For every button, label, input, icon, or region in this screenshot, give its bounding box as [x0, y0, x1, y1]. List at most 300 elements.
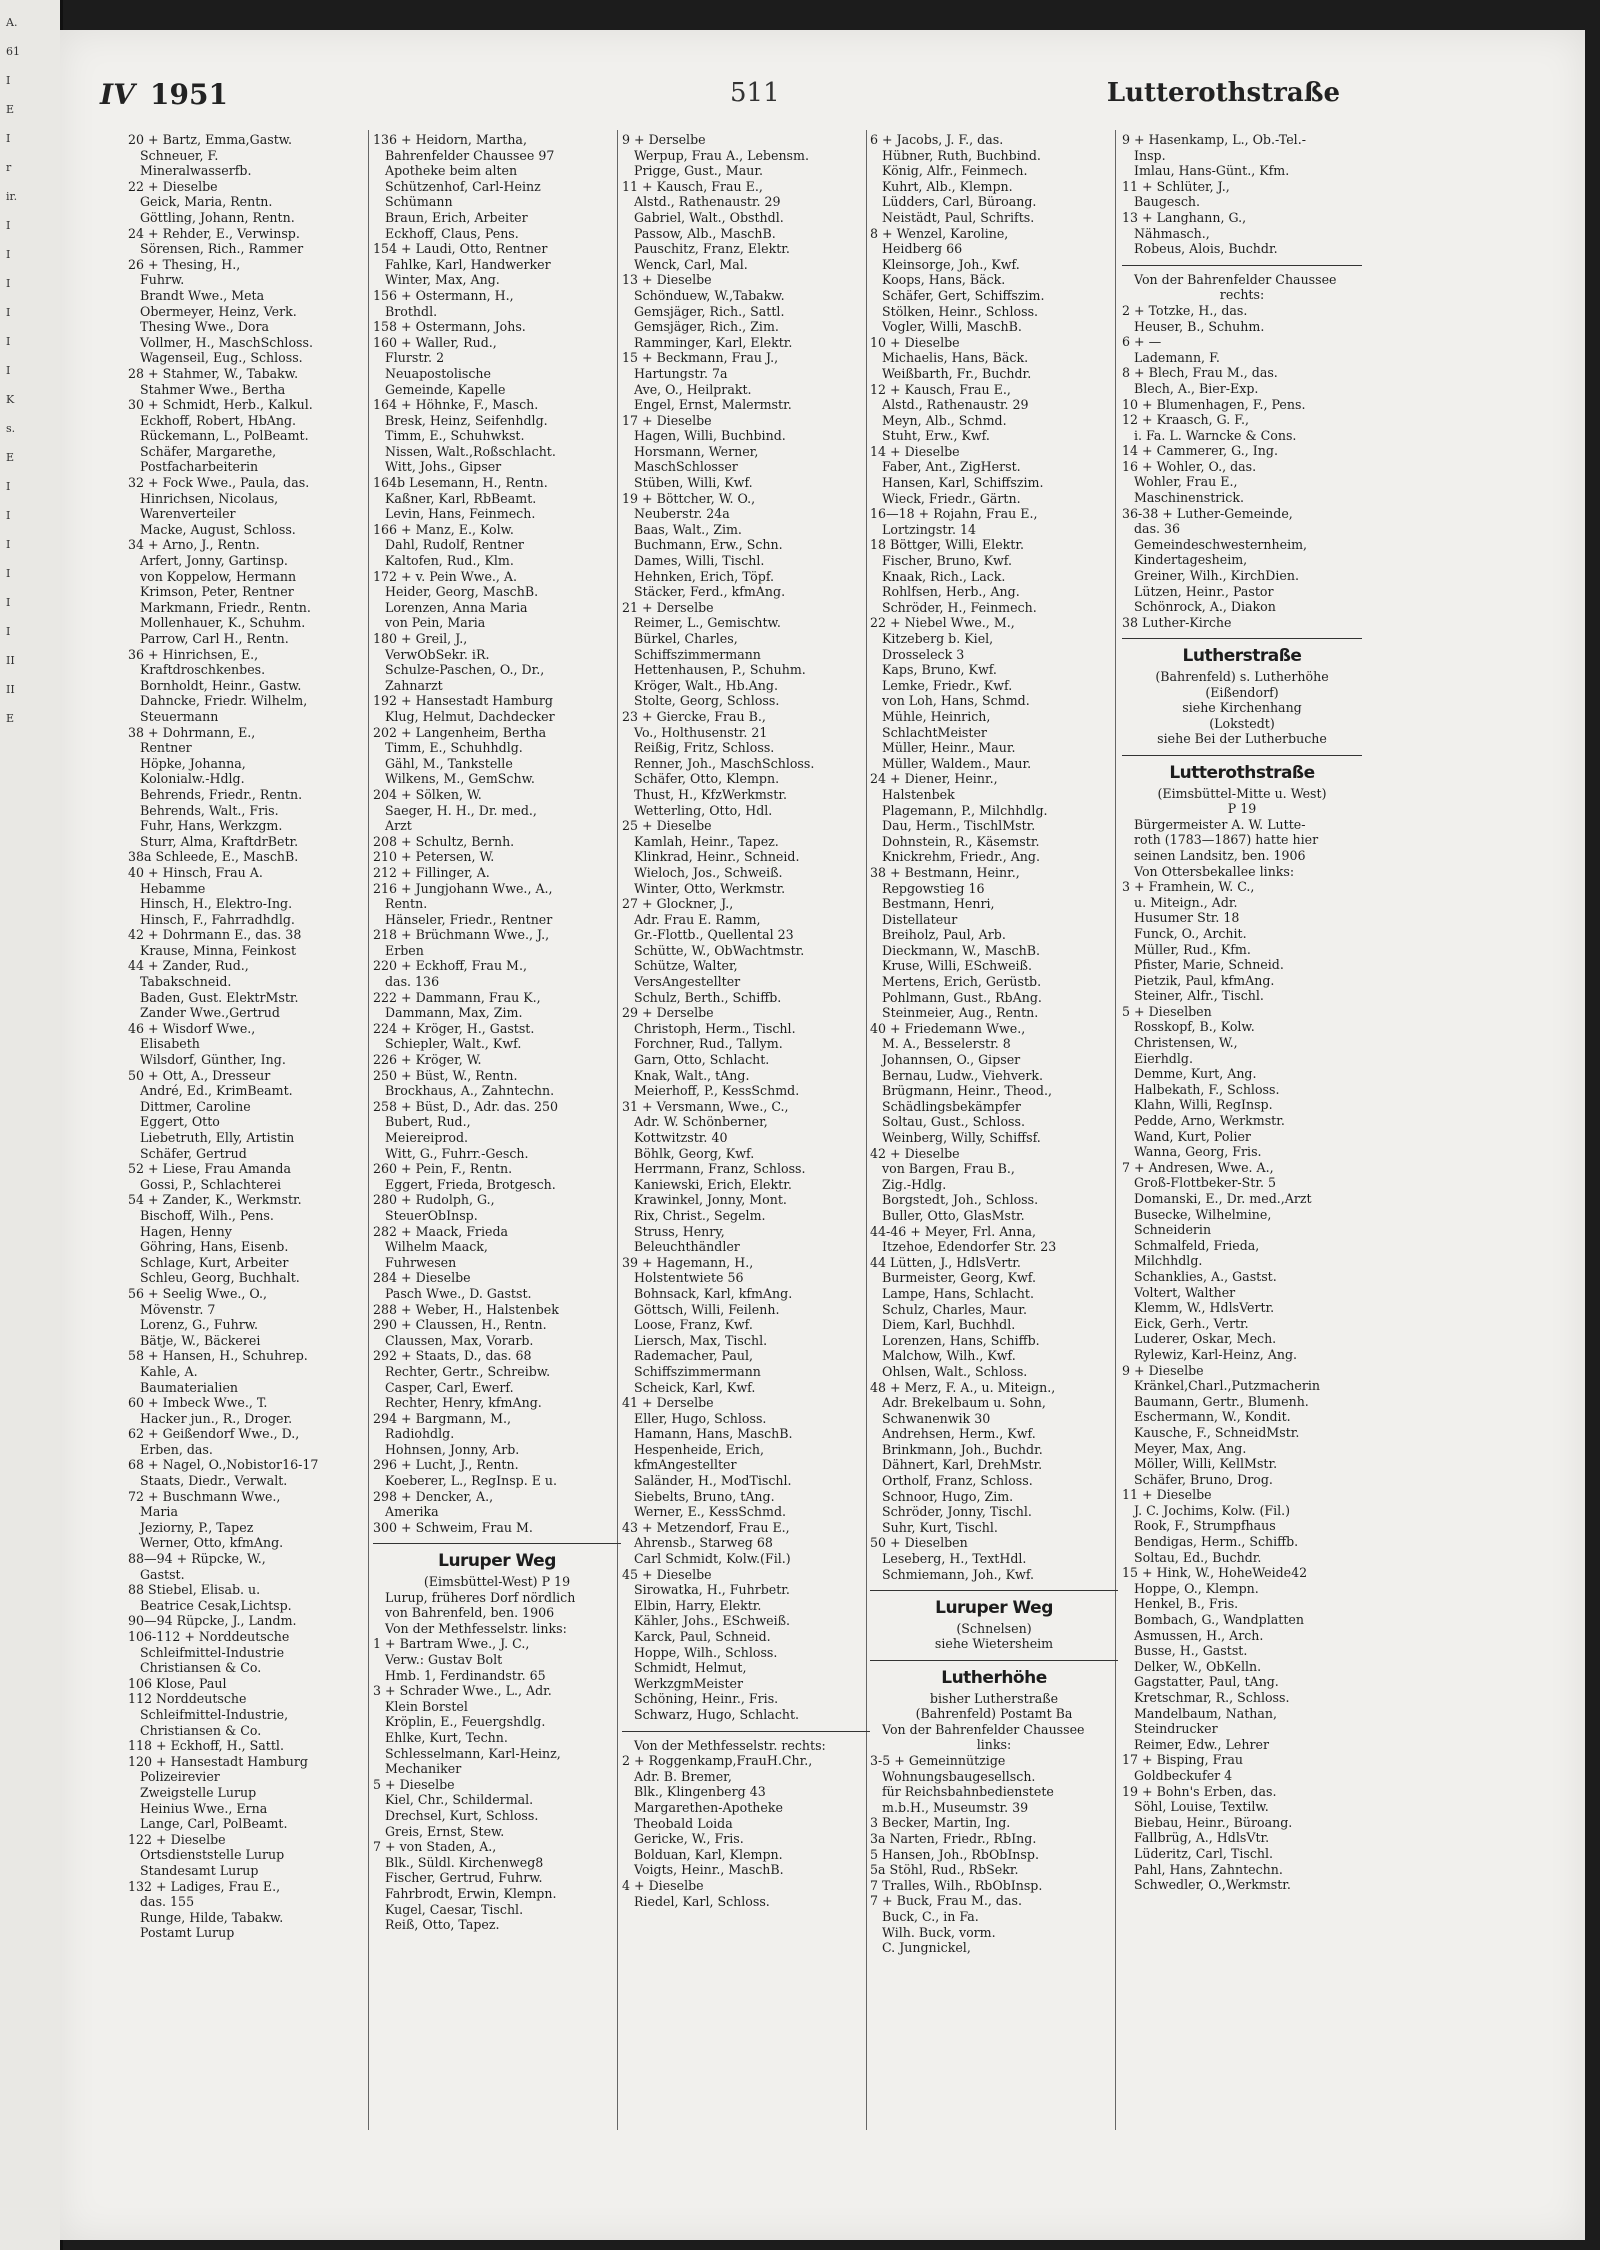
resident-entry: Klahn, Willi, RegInsp. — [1134, 1097, 1273, 1113]
resident-entry: Kottwitzstr. 40 — [634, 1130, 728, 1145]
resident-entry: Meiereiprod. — [385, 1130, 469, 1145]
street-section-note: siehe Kirchenhang — [1182, 700, 1302, 716]
resident-entry: Brothdl. — [385, 303, 438, 319]
house-entry: 32 + Fock Wwe., Paula, das. — [128, 475, 310, 491]
resident-entry: Rechter, Gertr., Schreibw. — [385, 1363, 551, 1379]
resident-entry: Erben — [385, 942, 424, 958]
resident-entry: Schanklies, A., Gastst. — [1134, 1268, 1277, 1284]
house-entry: 16 + Wohler, O., das. — [1122, 458, 1257, 474]
resident-entry: Kugel, Caesar, Tischl. — [385, 1901, 524, 1917]
house-entry: 17 + Bisping, Frau — [1122, 1752, 1243, 1768]
resident-entry: Hacker jun., R., Droger. — [140, 1410, 293, 1426]
house-entry: 88—94 + Rüpcke, W., — [128, 1551, 266, 1567]
page-number: 511 — [730, 78, 780, 108]
house-entry: 218 + Brüchmann Wwe., J., — [373, 927, 550, 943]
resident-entry: Diem, Karl, Buchhdl. — [882, 1317, 1016, 1333]
house-entry: 11 + Dieselbe — [1122, 1487, 1212, 1503]
resident-entry: Gemeinde, Kapelle — [385, 381, 506, 397]
resident-entry: Pietzik, Paul, kfmAng. — [1134, 972, 1275, 988]
resident-entry: Baas, Walt., Zim. — [634, 521, 742, 537]
house-entry: 3 + Framhein, W. C., — [1122, 879, 1255, 895]
resident-entry: Bernau, Ludw., Viehverk. — [882, 1067, 1043, 1083]
resident-entry: Witt, Johs., Gipser — [385, 459, 502, 475]
street-section-note: bisher Lutherstraße — [929, 1690, 1059, 1706]
margin-fragment: 61 — [6, 45, 20, 58]
resident-entry: Warenverteiler — [140, 506, 236, 522]
house-entry: 50 + Ott, A., Dresseur — [128, 1067, 271, 1083]
resident-entry: Schulze-Paschen, O., Dr., — [385, 662, 545, 678]
resident-entry: Schnoor, Hugo, Zim. — [882, 1488, 1014, 1504]
column-2 — [373, 132, 621, 1933]
resident-entry: Schmidt, Helmut, — [634, 1660, 747, 1676]
resident-entry: Krimson, Peter, Rentner — [140, 584, 294, 600]
resident-entry: Schleifmittel-Industrie, — [140, 1706, 289, 1722]
resident-entry: Polizeirevier — [140, 1769, 220, 1785]
street-section-note: (Bahrenfeld) Postamt Ba — [915, 1706, 1073, 1722]
resident-entry: Brügmann, Heinr., Theod., — [882, 1083, 1052, 1099]
house-entry: 222 + Dammann, Frau K., — [373, 989, 541, 1005]
resident-entry: Standesamt Lurup — [140, 1862, 259, 1878]
resident-entry: Kitzeberg b. Kiel, — [882, 631, 994, 646]
resident-entry: Schäfer, Gertrud — [140, 1145, 247, 1161]
house-entry: 15 + Beckmann, Frau J., — [622, 350, 779, 366]
margin-fragment: ir. — [6, 190, 18, 203]
house-entry: 39 + Hagemann, H., — [622, 1254, 754, 1270]
resident-entry: Drosseleck 3 — [882, 646, 965, 662]
resident-entry: Groß-Flottbeker-Str. 5 — [1134, 1175, 1277, 1191]
house-entry: 290 + Claussen, H., Rentn. — [373, 1317, 547, 1333]
resident-entry: Rentner — [140, 740, 192, 756]
resident-entry: Asmussen, H., Arch. — [1134, 1627, 1264, 1643]
house-entry: 22 + Dieselbe — [128, 178, 218, 194]
house-entry: 22 + Niebel Wwe., M., — [870, 615, 1015, 631]
resident-entry: Rook, F., Strumpfhaus — [1134, 1518, 1276, 1534]
resident-entry: i. Fa. L. Warncke & Cons. — [1134, 427, 1297, 443]
resident-entry: Kindertagesheim, — [1134, 552, 1248, 568]
column-4 — [870, 132, 1118, 1956]
house-entry: 46 + Wisdorf Wwe., — [128, 1020, 256, 1036]
resident-entry: Schulz, Charles, Maur. — [882, 1301, 1027, 1317]
resident-entry: Renner, Joh., MaschSchloss. — [634, 755, 815, 771]
resident-entry: Christensen, W., — [1134, 1035, 1238, 1051]
house-entry: 36 + Hinrichsen, E., — [128, 646, 259, 662]
resident-entry: Wagenseil, Eug., Schloss. — [140, 350, 303, 366]
resident-entry: Lützen, Heinr., Pastor — [1134, 583, 1274, 599]
resident-entry: Amerika — [385, 1504, 439, 1520]
resident-entry: Nähmasch., — [1134, 225, 1210, 241]
house-entry: 48 + Merz, F. A., u. Miteign., — [870, 1379, 1056, 1395]
resident-entry: Schlage, Kurt, Arbeiter — [140, 1254, 289, 1270]
margin-fragment: I — [6, 625, 11, 638]
resident-entry: Göhring, Hans, Eisenb. — [140, 1239, 289, 1255]
resident-entry: Wieck, Friedr., Gärtn. — [882, 490, 1021, 506]
resident-entry: Christiansen & Co. — [140, 1660, 262, 1676]
resident-entry: Hänseler, Friedr., Rentner — [385, 911, 553, 927]
resident-entry: Forchner, Rud., Tallym. — [634, 1036, 783, 1052]
resident-entry: Eckhoff, Claus, Pens. — [385, 225, 519, 241]
resident-entry: Distellateur — [882, 911, 958, 927]
house-entry: 40 + Hinsch, Frau A. — [128, 864, 263, 880]
resident-entry: Timm, E., Schuhwkst. — [385, 428, 525, 444]
resident-entry: Eierhdlg. — [1134, 1050, 1193, 1066]
resident-entry: Zweigstelle Lurup — [140, 1784, 257, 1800]
street-heading: Lutterothstraße — [1106, 78, 1340, 108]
resident-entry: Husumer Str. 18 — [1134, 910, 1240, 926]
house-entry: 166 + Manz, E., Kolw. — [373, 521, 514, 537]
resident-entry: Beatrice Cesak,Lichtsp. — [140, 1597, 292, 1613]
resident-entry: Baden, Gust. ElektrMstr. — [140, 989, 299, 1005]
resident-entry: Schönrock, A., Diakon — [1134, 599, 1276, 615]
house-entry: 5 + Dieselbe — [373, 1776, 455, 1792]
resident-entry: Buller, Otto, GlasMstr. — [882, 1207, 1025, 1223]
resident-entry: Meyn, Alb., Schmd. — [882, 412, 1007, 428]
resident-entry: Heuser, B., Schuhm. — [1134, 318, 1265, 334]
section-rule — [622, 1731, 870, 1732]
resident-entry: Nissen, Walt.,Roßschlacht. — [385, 443, 556, 459]
resident-entry: Flurstr. 2 — [385, 350, 445, 366]
house-entry: 5a Stöhl, Rud., RbSekr. — [870, 1862, 1019, 1878]
house-entry: 15 + Hink, W., HoheWeide42 — [1122, 1565, 1308, 1581]
house-entry: 31 + Versmann, Wwe., C., — [622, 1098, 789, 1114]
margin-fragment: E — [6, 451, 15, 464]
resident-entry: Lademann, F. — [1134, 349, 1220, 365]
resident-entry: Klinkrad, Heinr., Schneid. — [634, 849, 800, 865]
house-entry: 296 + Lucht, J., Rentn. — [373, 1457, 519, 1473]
resident-entry: Casper, Carl, Ewerf. — [385, 1379, 514, 1395]
house-entry: 38 + Dohrmann, E., — [128, 724, 256, 740]
resident-entry: Fuhr, Hans, Werkzgm. — [140, 818, 283, 834]
house-entry: 12 + Kausch, Frau E., — [870, 381, 1011, 397]
resident-entry: Bolduan, Karl, Klempn. — [634, 1846, 783, 1862]
house-entry: 30 + Schmidt, Herb., Kalkul. — [128, 397, 313, 413]
resident-entry: Pasch Wwe., D. Gastst. — [385, 1285, 532, 1301]
house-entry: 88 Stiebel, Elisab. u. — [128, 1582, 261, 1598]
resident-entry: Müller, Heinr., Maur. — [882, 740, 1016, 756]
house-entry: 6 + — — [1122, 334, 1162, 350]
resident-entry: Stäcker, Ferd., kfmAng. — [634, 584, 786, 600]
house-entry: 2 + Totzke, H., das. — [1122, 302, 1248, 318]
resident-entry: Schleifmittel-Industrie — [140, 1644, 285, 1660]
resident-entry: Dieckmann, W., MaschB. — [882, 942, 1040, 958]
resident-entry: Reißig, Fritz, Schloss. — [634, 740, 775, 756]
resident-entry: Mollenhauer, K., Schuhm. — [140, 615, 306, 631]
resident-entry: Eick, Gerh., Vertr. — [1134, 1315, 1249, 1331]
resident-entry: Markmann, Friedr., Rentn. — [140, 599, 311, 615]
margin-fragment: I — [6, 596, 11, 609]
resident-entry: Wanna, Georg, Fris. — [1134, 1144, 1262, 1160]
resident-entry: Gabriel, Walt., Obsthdl. — [634, 209, 784, 225]
resident-entry: Saeger, H. H., Dr. med., — [385, 802, 537, 818]
house-entry: 156 + Ostermann, H., — [373, 287, 514, 303]
resident-entry: SteuerObInsp. — [385, 1207, 478, 1223]
resident-entry: Blk., Süldl. Kirchenweg8 — [385, 1854, 544, 1870]
resident-entry: Adr. Frau E. Ramm, — [634, 911, 761, 927]
resident-entry: Schiepler, Walt., Kwf. — [385, 1036, 522, 1052]
margin-fragment: E — [6, 103, 15, 116]
resident-entry: Klemm, W., HdlsVertr. — [1134, 1300, 1275, 1316]
resident-entry: Heider, Georg, MaschB. — [385, 584, 539, 600]
resident-entry: Brockhaus, A., Zahntechn. — [385, 1083, 555, 1099]
resident-entry: Bohnsack, Karl, kfmAng. — [634, 1285, 793, 1301]
house-entry: 258 + Büst, D., Adr. das. 250 — [373, 1098, 559, 1114]
house-entry: 112 Norddeutsche — [128, 1691, 247, 1707]
resident-entry: Brandt Wwe., Meta — [140, 287, 265, 303]
street-section-note: rechts: — [1219, 287, 1265, 303]
resident-entry: Kleinsorge, Joh., Kwf. — [882, 256, 1020, 272]
house-entry: 62 + Geißendorf Wwe., D., — [128, 1426, 300, 1442]
resident-entry: Dau, Herm., TischlMstr. — [882, 818, 1036, 834]
resident-entry: Hebamme — [140, 880, 206, 896]
resident-entry: Werner, E., KessSchmd. — [634, 1504, 787, 1520]
margin-fragment: I — [6, 567, 11, 580]
resident-entry: Jeziorny, P., Tapez — [140, 1519, 254, 1535]
house-entry: 16—18 + Rojahn, Frau E., — [870, 506, 1038, 522]
house-entry: 3 + Schrader Wwe., L., Adr. — [373, 1683, 552, 1699]
house-entry: 14 + Dieselbe — [870, 443, 960, 459]
resident-entry: WerkzgmMeister — [634, 1675, 744, 1691]
house-entry: 43 + Metzendorf, Frau E., — [622, 1519, 790, 1535]
house-entry: 26 + Thesing, H., — [128, 256, 241, 272]
margin-fragment: A. — [6, 16, 18, 29]
resident-entry: Eggert, Frieda, Brotgesch. — [385, 1176, 556, 1192]
resident-entry: Braun, Erich, Arbeiter — [385, 209, 528, 225]
resident-entry: Gastst. — [140, 1566, 185, 1582]
house-entry: 280 + Rudolph, G., — [373, 1192, 495, 1208]
resident-entry: Ahrensb., Starweg 68 — [634, 1535, 773, 1551]
resident-entry: Witt, G., Fuhrr.-Gesch. — [385, 1145, 529, 1161]
margin-fragment: I — [6, 74, 11, 87]
resident-entry: Mandelbaum, Nathan, — [1134, 1705, 1278, 1721]
resident-entry: Pohlmann, Gust., RbAng. — [882, 989, 1042, 1005]
house-entry: 132 + Ladiges, Frau E., — [128, 1878, 281, 1894]
resident-entry: Fahrbrodt, Erwin, Klempn. — [385, 1885, 557, 1901]
house-entry: 120 + Hansestadt Hamburg — [128, 1753, 308, 1769]
resident-entry: Ave, O., Heilprakt. — [634, 381, 752, 397]
resident-entry: Maschinenstrick. — [1134, 490, 1244, 506]
resident-entry: J. C. Jochims, Kolw. (Fil.) — [1134, 1502, 1291, 1518]
resident-entry: Wilhelm Maack, — [385, 1239, 488, 1255]
margin-fragment: I — [6, 480, 11, 493]
house-entry: 45 + Dieselbe — [622, 1566, 712, 1582]
resident-entry: Johannsen, O., Gipser — [882, 1052, 1021, 1068]
house-entry: 14 + Cammerer, G., Ing. — [1122, 443, 1278, 459]
resident-entry: das. 136 — [385, 974, 440, 990]
resident-entry: Fallbrüg, A., HdlsVtr. — [1134, 1830, 1270, 1846]
resident-entry: Margarethen-Apotheke — [634, 1799, 783, 1815]
house-entry: 13 + Dieselbe — [622, 272, 712, 288]
resident-entry: Werner, Otto, kfmAng. — [140, 1535, 284, 1551]
resident-entry: Carl Schmidt, Kolw.(Fil.) — [634, 1551, 791, 1567]
house-entry: 7 + Andresen, Wwe. A., — [1122, 1159, 1274, 1175]
resident-entry: Tabakschneid. — [140, 974, 232, 990]
resident-entry: Lorenzen, Anna Maria — [385, 599, 528, 615]
resident-entry: Steinmeier, Aug., Rentn. — [882, 1005, 1039, 1021]
resident-entry: Soltau, Ed., Buchdr. — [1134, 1549, 1262, 1565]
resident-entry: Hettenhausen, P., Schuhm. — [634, 662, 806, 678]
resident-entry: Schiffszimmermann — [634, 646, 761, 662]
resident-entry: Biebau, Heinr., Büroang. — [1134, 1814, 1293, 1830]
resident-entry: Postamt Lurup — [140, 1925, 235, 1941]
resident-entry: Alstd., Rathenaustr. 29 — [634, 194, 781, 210]
house-entry: 7 + von Staden, A., — [373, 1839, 497, 1855]
house-entry: 29 + Derselbe — [622, 1005, 714, 1021]
resident-entry: Schneuer, F. — [140, 147, 219, 163]
resident-entry: Von der Methfesselstr. links: — [385, 1620, 567, 1636]
street-section-heading: Lutterothstraße — [1169, 762, 1315, 783]
street-section-note: (Eißendorf) — [1205, 684, 1279, 700]
resident-entry: Suhr, Kurt, Tischl. — [882, 1519, 998, 1535]
margin-fragment: I — [6, 306, 11, 319]
resident-entry: Gr.-Flottb., Quellental 23 — [634, 927, 794, 943]
house-entry: 20 + Bartz, Emma,Gastw. — [128, 132, 293, 147]
resident-entry: Itzehoe, Edendorfer Str. 23 — [882, 1239, 1057, 1255]
resident-entry: C. Jungnickel, — [882, 1940, 971, 1956]
resident-entry: Michaelis, Hans, Bäck. — [882, 350, 1029, 366]
resident-entry: das. 155 — [140, 1894, 195, 1910]
resident-entry: Knickrehm, Friedr., Ang. — [882, 849, 1040, 865]
street-section-note: (Lokstedt) — [1209, 715, 1275, 731]
resident-entry: Hansen, Karl, Schiffszim. — [882, 475, 1044, 491]
resident-entry: Wand, Kurt, Polier — [1134, 1128, 1251, 1144]
resident-entry: Engel, Ernst, Malermstr. — [634, 397, 792, 413]
house-entry: 9 + Dieselbe — [1122, 1362, 1204, 1378]
resident-entry: Scheick, Karl, Kwf. — [634, 1379, 756, 1395]
resident-entry: Repgowstieg 16 — [882, 880, 985, 896]
resident-entry: Geick, Maria, Rentn. — [140, 194, 273, 210]
resident-entry: Sörensen, Rich., Rammer — [140, 241, 304, 257]
resident-entry: Voigts, Heinr., MaschB. — [634, 1862, 784, 1878]
resident-entry: Schütte, W., ObWachtmstr. — [634, 942, 805, 958]
resident-entry: Von Ottersbekallee links: — [1134, 863, 1295, 879]
resident-entry: Neistädt, Paul, Schrifts. — [882, 209, 1035, 225]
house-entry: 300 + Schweim, Frau M. — [373, 1519, 533, 1535]
resident-entry: Neuapostolische — [385, 365, 491, 381]
margin-fragment: II — [6, 654, 15, 667]
house-entry: 118 + Eckhoff, H., Sattl. — [128, 1738, 284, 1754]
resident-entry: Rademacher, Paul, — [634, 1348, 754, 1364]
resident-entry: Lortzingstr. 14 — [882, 521, 977, 537]
house-entry: 122 + Dieselbe — [128, 1831, 226, 1847]
resident-entry: Lurup, früheres Dorf nördlich — [385, 1589, 576, 1605]
resident-entry: von Bahrenfeld, ben. 1906 — [385, 1605, 555, 1621]
resident-entry: Gagstatter, Paul, tAng. — [1134, 1674, 1279, 1690]
house-entry: 292 + Staats, D., das. 68 — [373, 1348, 532, 1364]
resident-entry: Lorenzen, Hans, Schiffb. — [882, 1332, 1040, 1348]
house-entry: 38 Luther-Kirche — [1122, 614, 1232, 630]
house-entry: 34 + Arno, J., Rentn. — [128, 537, 260, 553]
house-entry: 44-46 + Meyer, Frl. Anna, — [870, 1223, 1037, 1239]
resident-entry: Kähler, Johs., ESchweiß. — [634, 1613, 791, 1629]
resident-entry: Leseberg, H., TextHdl. — [882, 1551, 1027, 1567]
resident-entry: Rentn. — [385, 896, 428, 912]
house-entry: 204 + Sölken, W. — [373, 786, 482, 802]
resident-entry: Wohnungsbaugesellsch. — [882, 1768, 1036, 1784]
resident-entry: Obermeyer, Heinz, Verk. — [140, 303, 297, 319]
resident-entry: Gemsjäger, Rich., Sattl. — [634, 303, 785, 319]
resident-entry: Radiohdlg. — [385, 1426, 455, 1442]
resident-entry: Schwedler, O.,Werkmstr. — [1134, 1877, 1291, 1893]
resident-entry: Schmiemann, Joh., Kwf. — [882, 1566, 1035, 1582]
section-rule — [373, 1543, 621, 1544]
house-entry: 282 + Maack, Frieda — [373, 1223, 509, 1239]
resident-entry: Vogler, Willi, MaschB. — [882, 319, 1022, 335]
resident-entry: Theobald Loida — [634, 1815, 733, 1831]
resident-entry: Weißbarth, Fr., Buchdr. — [882, 365, 1032, 381]
resident-entry: Werpup, Frau A., Lebensm. — [634, 147, 809, 163]
resident-entry: Behrends, Friedr., Rentn. — [140, 786, 303, 802]
resident-entry: Pahl, Hans, Zahntechn. — [1134, 1861, 1283, 1877]
resident-entry: Gericke, W., Fris. — [634, 1831, 744, 1847]
resident-entry: Rohlfsen, Herb., Ang. — [882, 584, 1020, 600]
resident-entry: Luderer, Oskar, Mech. — [1134, 1331, 1277, 1347]
resident-entry: Hoppe, Wilh., Schloss. — [634, 1644, 778, 1660]
house-entry: 164 + Höhnke, F., Masch. — [373, 397, 539, 413]
resident-entry: Dittmer, Caroline — [140, 1098, 251, 1114]
resident-entry: Henkel, B., Fris. — [1134, 1596, 1239, 1612]
house-entry: 10 + Blumenhagen, F., Pens. — [1122, 396, 1306, 412]
section-rule — [1122, 755, 1362, 756]
street-section-note: (Eimsbüttel-Mitte u. West) — [1157, 785, 1327, 801]
resident-entry: Fischer, Gertrud, Fuhrw. — [385, 1870, 543, 1886]
resident-entry: Kruse, Willi, ESchweiß. — [882, 958, 1032, 974]
resident-entry: Hespenheide, Erich, — [634, 1441, 765, 1457]
resident-entry: Stolte, Georg, Schloss. — [634, 693, 780, 709]
resident-entry: Garn, Otto, Schlacht. — [634, 1052, 770, 1068]
resident-entry: Hagen, Willi, Buchbind. — [634, 428, 786, 444]
house-entry: 220 + Eckhoff, Frau M., — [373, 958, 527, 974]
resident-entry: Herrmann, Franz, Schloss. — [634, 1161, 806, 1177]
resident-entry: Kolonialw.-Hdlg. — [140, 771, 245, 787]
resident-entry: Ortholf, Franz, Schloss. — [882, 1473, 1033, 1489]
resident-entry: Hagen, Henny — [140, 1223, 232, 1239]
resident-entry: Wilh. Buck, vorm. — [882, 1924, 996, 1940]
margin-fragment: I — [6, 538, 11, 551]
resident-entry: Gemsjäger, Rich., Zim. — [634, 319, 779, 335]
house-entry: 136 + Heidorn, Martha, — [373, 132, 527, 147]
resident-entry: Kröplin, E., Feuergshdlg. — [385, 1714, 546, 1730]
house-entry: 158 + Ostermann, Johs. — [373, 319, 526, 335]
resident-entry: Claussen, Max, Vorarb. — [385, 1332, 534, 1348]
house-entry: 40 + Friedemann Wwe., — [870, 1020, 1026, 1036]
resident-entry: Schröder, Jonny, Tischl. — [882, 1504, 1032, 1520]
resident-entry: Stölken, Heinr., Schloss. — [882, 303, 1039, 319]
margin-fragment: r — [6, 161, 12, 174]
resident-entry: Funck, O., Archit. — [1134, 925, 1247, 941]
resident-entry: Krause, Minna, Feinkost — [140, 942, 297, 958]
section-rule — [1122, 265, 1362, 266]
house-entry: 7 Tralles, Wilh., RbObInsp. — [870, 1877, 1043, 1893]
resident-entry: Pedde, Arno, Werkmstr. — [1134, 1113, 1285, 1129]
resident-entry: Stüben, Willi, Kwf. — [634, 475, 753, 491]
house-entry: 8 + Blech, Frau M., das. — [1122, 365, 1278, 381]
resident-entry: Runge, Hilde, Tabakw. — [140, 1909, 284, 1925]
resident-entry: Von der Methfesselstr. rechts: — [634, 1737, 826, 1753]
margin-fragment: II — [6, 683, 15, 696]
street-section-note: siehe Bei der Lutherbuche — [1157, 731, 1327, 747]
resident-entry: Arzt — [385, 818, 412, 834]
resident-entry: Greiner, Wilh., KirchDien. — [1134, 568, 1299, 584]
resident-entry: Bubert, Rud., — [385, 1114, 471, 1130]
resident-entry: Reiß, Otto, Tapez. — [385, 1917, 500, 1933]
resident-entry: Adr. Brekelbaum u. Sohn, — [882, 1395, 1046, 1411]
resident-entry: Borgstedt, Joh., Schloss. — [882, 1192, 1039, 1208]
resident-entry: Macke, August, Schloss. — [140, 521, 296, 537]
street-section-note: P 19 — [1227, 801, 1257, 817]
resident-entry: Schneiderin — [1134, 1222, 1212, 1238]
resident-entry: Kiel, Chr., Schildermal. — [385, 1792, 534, 1808]
resident-entry: Kränkel,Charl.,Putzmacherin — [1134, 1378, 1320, 1394]
house-entry: 192 + Hansestadt Hamburg — [373, 693, 553, 709]
